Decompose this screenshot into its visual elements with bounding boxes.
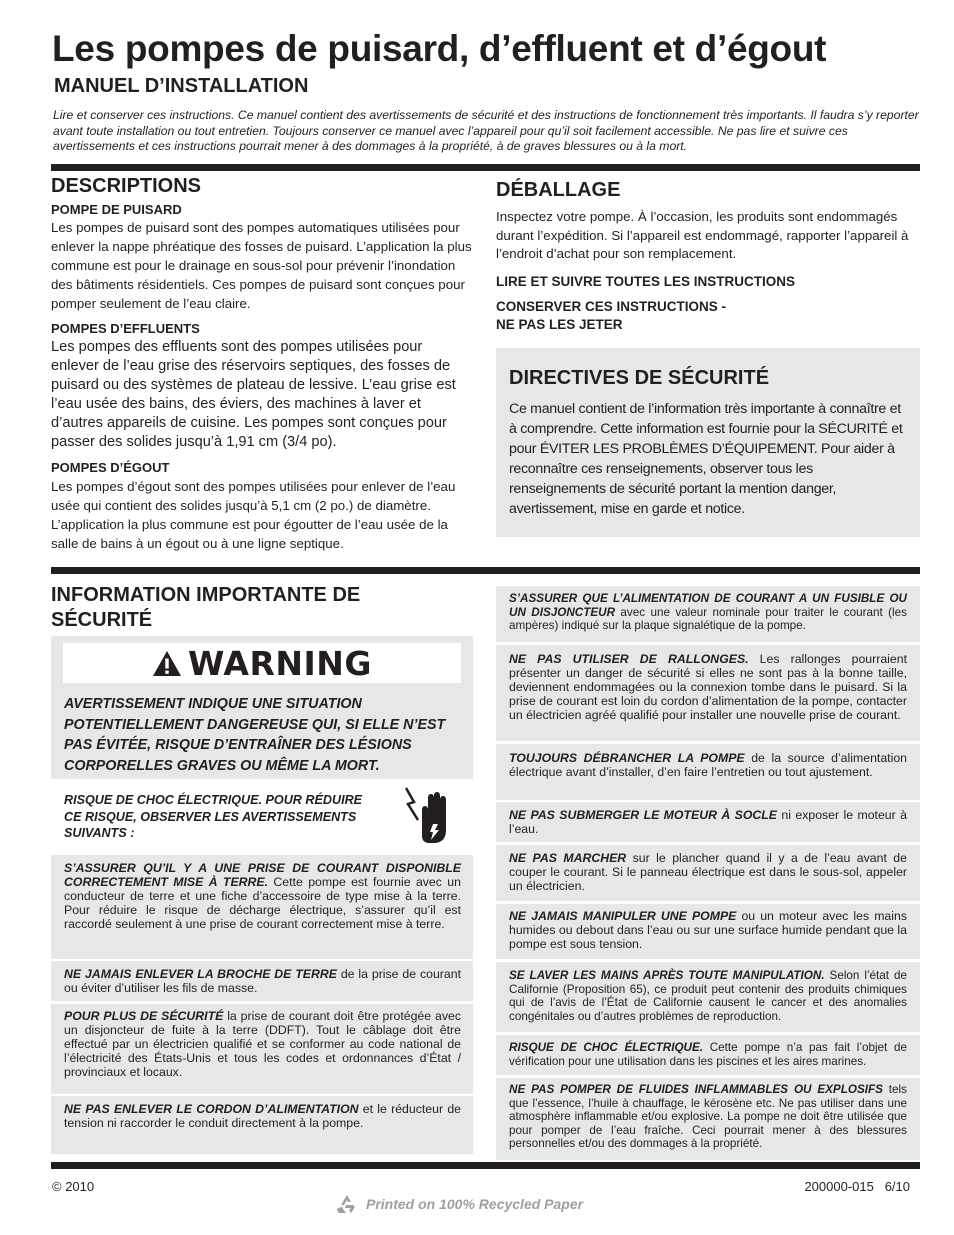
left-item-1: S’ASSURER QU’IL Y A UNE PRISE DE COURANT DISPONIBLE CORRECTEMENT MISE À TERRE. Cette pompe est fournie avec un conducteur de terre et une fiche d’accessoire de type mise à la terre. Pour réduire le risque de décharge électrique, s’assurer qu’il est raccordé seulement à une prise de courant correctement mise à terre. bbox=[64, 861, 461, 931]
document-code bbox=[804, 1179, 910, 1194]
descriptions-heading: DESCRIPTIONS bbox=[51, 175, 202, 197]
important-info-heading: INFORMATION IMPORTANTE DE SÉCURITÉ bbox=[51, 584, 361, 631]
unpacking-heading: DÉBALLAGE bbox=[496, 179, 621, 201]
warning-box bbox=[51, 636, 473, 779]
left-item-4: NE PAS ENLEVER LE CORDON D’ALIMENTATION et le réducteur de tension ni raccorder le conduit directement à la pompe. bbox=[64, 1102, 461, 1130]
safety-directives-text: Ce manuel contient de l’information très importante à connaître et à comprendre. Cette information est fournie pour la SÉCURITÉ et pour ÉVITER LES PROBLÈMES D’ÉQUIPEMENT. Pour aider à reconnaître ces renseignements, observer tous les renseignements de sécurité portant la mention danger, avertissement, mise en garde et notice. bbox=[509, 401, 903, 517]
document-date: 6/10 bbox=[884, 1179, 910, 1194]
right-item-8-box bbox=[496, 1035, 920, 1075]
left-item-2-box bbox=[51, 961, 473, 1001]
right-item-5-box bbox=[496, 845, 920, 901]
descriptions-section bbox=[51, 174, 473, 553]
electric-shock-hand-icon bbox=[402, 786, 454, 846]
intro-paragraph: Lire et conserver ces instructions. Ce manuel contient des avertissements de sécurité et des instructions de fonctionnement très importants. Il faudra s’y reporter avant toute installation ou tout entretien. Toujours conserver ce manuel avec l’appareil pour qu’il soit facilement accessible. Ne pas lire et suivre ces avertissements et ces instructions pourrait mener à des dommages à la propriété, à de graves blessures ou à la mort. bbox=[53, 108, 919, 153]
recycled-paper-label: Printed on 100% Recycled Paper bbox=[366, 1196, 584, 1212]
right-item-2-box bbox=[496, 645, 920, 741]
warning-text: AVERTISSEMENT INDIQUE UNE SITUATION POTENTIELLEMENT DANGEREUSE QUI, SI ELLE N’EST PAS ÉVITÉE, RISQUE D’ENTRAÎNER DES LÉSIONS CORPORELLES GRAVES OU MÊME LA MORT. bbox=[64, 696, 446, 774]
left-item-1-box bbox=[51, 855, 473, 959]
bottom-rule bbox=[51, 1162, 920, 1169]
right-item-7-box bbox=[496, 962, 920, 1032]
middle-rule bbox=[51, 567, 920, 574]
left-item-3-box bbox=[51, 1004, 473, 1094]
unpacking-section bbox=[496, 178, 916, 333]
sump-heading: POMPE DE PUISARD bbox=[51, 202, 182, 217]
right-item-2: NE PAS UTILISER DE RALLONGES. Les rallonges pourraient présenter un danger de sécurité si elles ne sont pas à la bonne taille, deviennent endommagées ou la connexion tombe dans le puisard. Si la prise de courant est loin du cordon d’alimentation de la pompe, contacter un électricien agréé qualifié pour installer une nouvelle prise de courant. bbox=[509, 652, 907, 722]
right-item-3: TOUJOURS DÉBRANCHER LA POMPE de la source d’alimentation électrique avant d’installer, d’en faire l’entretien ou tout ajustement. bbox=[509, 751, 907, 779]
effluent-heading: POMPES D’EFFLUENTS bbox=[51, 321, 200, 336]
keep-instructions-label: CONSERVER CES INSTRUCTIONS - bbox=[496, 298, 727, 314]
page-title: Les pompes de puisard, d’effluent et d’égout bbox=[52, 28, 827, 69]
right-item-6: NE JAMAIS MANIPULER UNE POMPE ou un moteur avec les mains humides ou debout dans l’eau ou sur une surface humide pendant que la pompe est sous tension. bbox=[509, 909, 907, 951]
read-instructions-label: LIRE ET SUIVRE TOUTES LES INSTRUCTIONS bbox=[496, 273, 796, 289]
shock-notice: RISQUE DE CHOC ÉLECTRIQUE. POUR RÉDUIRE CE RISQUE, OBSERVER LES AVERTISSEMENTS SUIVANTS : bbox=[64, 793, 363, 840]
right-item-6-box bbox=[496, 904, 920, 959]
page-subtitle: MANUEL D’INSTALLATION bbox=[54, 75, 309, 97]
left-item-4-box bbox=[51, 1096, 473, 1154]
warning-label: WARNING bbox=[188, 643, 372, 683]
right-item-7: SE LAVER LES MAINS APRÈS TOUTE MANIPULATION. Selon l’état de Californie (Proposition 65), ce produit peut contenir des produits chimiques qui de l’avis de l’État de Californie causent le cancer et des anomalies congénitales ou d’autres problèmes de reproduction. bbox=[509, 969, 907, 1023]
recycle-icon bbox=[336, 1194, 358, 1214]
right-item-5: NE PAS MARCHER sur le plancher quand il y a de l’eau avant de couper le courant. Si le panneau électrique est dans le sous-sol, appeler un électricien. bbox=[509, 851, 907, 893]
do-not-discard-label: NE PAS LES JETER bbox=[496, 316, 623, 332]
right-item-1-box bbox=[496, 586, 920, 642]
effluent-text: Les pompes des effluents sont des pompes utilisées pour enlever de l’eau grise des réservoirs septiques, des fosses de puisard ou des systèmes de plateau de lessive. L’eau grise est l’eau usée des bains, des éviers, des machines à laver et d’autres appareils de cuisine. Les pompes sont conçues pour passer des solides jusqu’à 1,91 cm (3/4 po). bbox=[51, 339, 456, 450]
right-item-8: RISQUE DE CHOC ÉLECTRIQUE. Cette pompe n’a pas fait l’objet de vérification pour une utilisation dans les piscines et les aires marines. bbox=[509, 1041, 907, 1068]
top-rule bbox=[51, 164, 920, 171]
safety-directives-box bbox=[496, 348, 920, 537]
right-item-3-box bbox=[496, 744, 920, 800]
left-item-2: NE JAMAIS ENLEVER LA BROCHE DE TERRE de la prise de courant ou éviter d’utiliser les fils de masse. bbox=[64, 967, 461, 995]
right-item-4: NE PAS SUBMERGER LE MOTEUR À SOCLE ni exposer le moteur à l’eau. bbox=[509, 808, 907, 836]
sewage-heading: POMPES D’ÉGOUT bbox=[51, 460, 170, 475]
copyright: © 2010 bbox=[52, 1179, 95, 1194]
document-number: 200000-015 bbox=[804, 1179, 874, 1194]
sump-text: Les pompes de puisard sont des pompes automatiques utilisées pour enlever la nappe phréatique des fosses de puisard. L’application la plus commune est pour le drainage en sous-sol pour prévenir l’inondation des bâtiments résidentiels. Ces pompes de puisard sont conçues pour pomper seulement de l’eau claire. bbox=[51, 220, 472, 311]
recycled-paper-note bbox=[336, 1194, 583, 1214]
sewage-text: Les pompes d’égout sont des pompes utilisées pour enlever de l’eau usée qui contient des solides jusqu’à 5,1 cm (2 po.) de diamètre. L’application la plus commune est pour égoutter de l’eau usée de la salle de bains à un égout ou à une ligne septique. bbox=[51, 479, 456, 551]
unpacking-text: Inspectez votre pompe. À l’occasion, les produits sont endommagés durant l’expédition. Si l’appareil est endommagé, rapporter l’appareil à l’endroit d’achat pour son remplacement. bbox=[496, 209, 909, 261]
right-item-9-box bbox=[496, 1078, 920, 1160]
left-item-3: POUR PLUS DE SÉCURITÉ la prise de courant doit être protégée avec un disjoncteur de fuite à la terre (DDFT). Tout le câblage doit être effectué par un électricien qualifié et se conformer au code national de l’électricité des États-Unis et tous les codes et ordonnances d’État / provinciaux et locaux. bbox=[64, 1009, 461, 1079]
right-item-4-box bbox=[496, 802, 920, 842]
warning-triangle-icon bbox=[152, 650, 182, 677]
right-item-9: NE PAS POMPER DE FLUIDES INFLAMMABLES OU EXPLOSIFS tels que l’essence, l’huile à chauffage, le kérosène etc. Ne pas utiliser dans une atmosphère inflammable et/ou explosive. La pompe ne doit être utilisée que pour pomper de l’eau fraîche. Ceci pourrait mener à des blessures personnelles et/ou des dommages à la propriété. bbox=[509, 1083, 907, 1150]
right-item-1: S’ASSURER QUE L’ALIMENTATION DE COURANT A UN FUSIBLE OU UN DISJONCTEUR avec une valeur nominale pour traiter le courant (les ampères) indiqué sur la plaque signalétique de la pompe. bbox=[509, 592, 907, 632]
safety-directives-heading: DIRECTIVES DE SÉCURITÉ bbox=[509, 367, 770, 389]
warning-banner bbox=[63, 643, 461, 683]
